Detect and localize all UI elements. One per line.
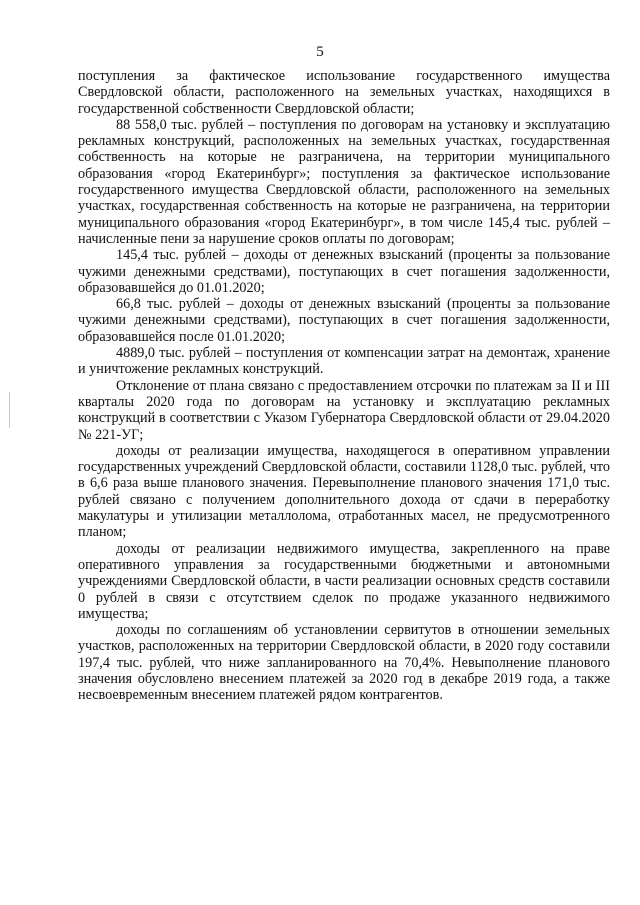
scan-margin-mark xyxy=(9,392,10,428)
paragraph-property-sale-income: доходы от реализации имущества, находящегося в оперативном управлении государственных учреждений Свердловской области, составили 1128,0 тыс. рублей, что в 6,6 раза выше планового значения. Перевыполнение планового значения 171,0 тыс. рублей связано с получением дополнительного дохода от сдачи в переработку макулатуры и утилизации металлолома, отработанных масел, не предусмотренного планом; xyxy=(78,442,610,541)
paragraph-real-estate-sale-income: доходы от реализации недвижимого имущества, закрепленного на праве оперативного управления за государственными бюджетными и автономными учреждениями Свердловской области, в части реализации основных средств составили 0 рублей в связи с отсутствием сделок по продаже указанного недвижимого имущества; xyxy=(78,540,610,622)
paragraph-dismantling-compensation: 4889,0 тыс. рублей – поступления от компенсации затрат на демонтаж, хранение и уничтожение рекламных конструкций. xyxy=(78,345,610,378)
paragraph-plan-deviation: Отклонение от плана связано с предоставлением отсрочки по платежам за II и III кварталы 2020 года по договорам на установку и эксплуатацию рекламных конструкций в соответствии с Указом Губернатора Свердловской области от 29.04.2020 № 221-УГ; xyxy=(78,377,610,443)
paragraph-continuation: поступления за фактическое использование государственного имущества Свердловской области, расположенного на земельных участках, находящихся в государственной собственности Свердловской области; xyxy=(78,68,610,117)
document-body xyxy=(78,68,610,704)
page-number: 5 xyxy=(316,44,324,60)
paragraph-penalties-after-2020: 66,8 тыс. рублей – доходы от денежных взысканий (проценты за пользование чужими денежными средствами), поступающих в счет погашения задолженности, образовавшейся после 01.01.2020; xyxy=(78,296,610,345)
paragraph-advertising-revenue: 88 558,0 тыс. рублей – поступления по договорам на установку и эксплуатацию рекламных конструкций, расположенных на земельных участках, государственная собственность на которые не разграничена, на территории муниципального образования «город Екатеринбург»; поступления за фактическое использование государственного имущества Свердловской области, расположенного на земельных участках, государственная собственность на которые не разграничена, на территории муниципального образования «город Екатеринбург», в том числе 145,4 тыс. рублей – начисленные пени за нарушение сроков оплаты по договорам; xyxy=(78,116,610,247)
paragraph-penalties-before-2020: 145,4 тыс. рублей – доходы от денежных взысканий (проценты за пользование чужими денежными средствами), поступающих в счет погашения задолженности, образовавшейся до 01.01.2020; xyxy=(78,247,610,296)
paragraph-servitude-income: доходы по соглашениям об установлении сервитутов в отношении земельных участков, расположенных на территории Свердловской области, в 2020 году составили 197,4 тыс. рублей, что ниже запланированного на 70,4%. Невыполнение планового значения обусловлено внесением платежей за 2020 год в декабре 2019 года, а также несвоевременным внесением платежей рядом контрагентов. xyxy=(78,622,610,704)
